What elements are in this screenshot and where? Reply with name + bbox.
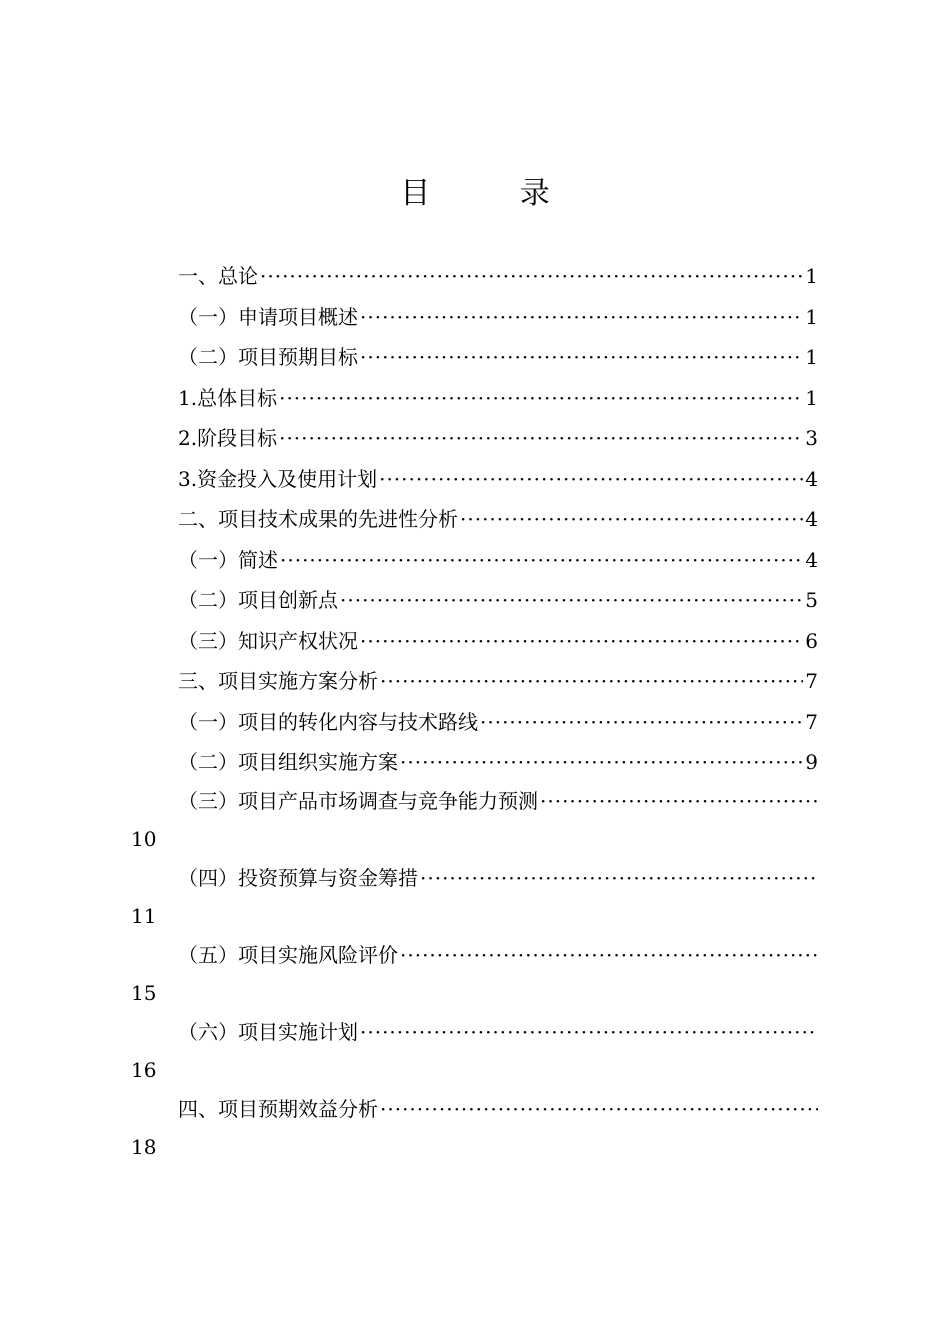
toc-page-number: 7 [805,709,818,734]
toc-entry-label: 三、项目实施方案分析 [178,669,378,693]
toc-entry[interactable] [0,1014,950,1091]
toc-entry-line [178,742,818,783]
toc-leader-dots [379,459,803,500]
toc-entry-label: 四、项目预期效益分析 [178,1096,378,1121]
toc-entry[interactable] [0,860,950,937]
toc-entry-label: （一）申请项目概述 [178,304,358,329]
toc-entry-line [178,378,818,419]
toc-entry-label: 二、项目技术成果的先进性分析 [178,507,458,531]
document-title: 目 录 [400,176,590,211]
toc-page-number: 6 [805,628,818,653]
toc-entry-label: （六）项目实施计划 [178,1019,358,1044]
toc-leader-dots [380,661,803,702]
toc-entry-label: （四）投资预算与资金筹措 [178,865,418,890]
toc-leader-dots [360,1014,818,1050]
toc-entry-line [178,256,818,297]
toc-entry[interactable] [0,783,950,860]
toc-leader-dots [340,580,803,621]
toc-entry-label: （三）知识产权状况 [178,628,358,653]
table-of-contents [0,256,950,1168]
toc-page-number: 1 [805,304,818,329]
toc-entry-label: （三）项目产品市场调查与竞争能力预测 [178,788,538,813]
toc-page-number: 1 [805,345,818,369]
toc-leader-dots [279,418,803,459]
toc-page-number: 4 [805,547,818,572]
toc-leader-dots [420,860,818,896]
toc-entry[interactable] [0,580,950,621]
toc-entry-line [178,783,818,819]
toc-page-number: 11 [131,903,157,928]
toc-entry-line [178,1091,818,1127]
toc-entry-label: （二）项目组织实施方案 [178,750,398,774]
toc-entry-line [178,580,818,621]
toc-entry-label: 3.资金投入及使用计划 [178,466,378,491]
toc-leader-dots [400,937,818,973]
toc-entry[interactable] [0,499,950,540]
toc-entry-label: （一）简述 [178,547,278,572]
toc-entry[interactable] [0,937,950,1014]
toc-page-number: 4 [805,507,818,531]
toc-leader-dots [360,621,803,662]
toc-leader-dots [360,297,803,338]
toc-page-number: 3 [805,426,818,450]
toc-entry[interactable] [0,661,950,702]
toc-entry[interactable] [0,1091,950,1168]
toc-leader-dots [360,337,803,378]
toc-entry-line [178,540,818,581]
toc-entry[interactable] [0,337,950,378]
toc-entry[interactable] [0,621,950,662]
toc-entry-line [178,702,818,743]
toc-page-number: 18 [131,1134,157,1159]
toc-entry[interactable] [0,256,950,297]
toc-entry-line [178,337,818,378]
toc-page-number: 1 [805,385,818,410]
toc-entry[interactable] [0,459,950,500]
toc-entry[interactable] [0,742,950,783]
toc-leader-dots [279,378,803,419]
toc-page-number: 16 [131,1057,157,1082]
toc-entry[interactable] [0,540,950,581]
toc-entry[interactable] [0,378,950,419]
toc-page-number: 5 [805,588,818,612]
toc-entry-label: 2.阶段目标 [178,426,278,450]
toc-leader-dots [400,742,803,783]
toc-leader-dots [260,256,803,297]
toc-entry[interactable] [0,702,950,743]
toc-entry-label: （二）项目创新点 [178,588,338,612]
toc-page-number: 10 [131,826,157,851]
toc-leader-dots [380,1091,818,1127]
toc-page-number: 9 [805,750,818,774]
toc-entry-line [178,418,818,459]
toc-entry-line [178,621,818,662]
toc-entry-line [178,860,818,896]
toc-leader-dots [280,540,803,581]
toc-entry-line [178,459,818,500]
toc-entry-label: （一）项目的转化内容与技术路线 [178,709,478,734]
toc-entry-line [178,937,818,973]
toc-entry-label: （五）项目实施风险评价 [178,942,398,967]
toc-entry-label: 一、总论 [178,264,258,288]
toc-entry[interactable] [0,297,950,338]
toc-entry-line [178,661,818,702]
toc-entry-label: 1.总体目标 [178,385,278,410]
toc-entry[interactable] [0,418,950,459]
toc-entry-line [178,499,818,540]
toc-page-number: 15 [131,980,157,1005]
toc-page-number: 1 [805,264,818,288]
toc-leader-dots [460,499,803,540]
toc-leader-dots [480,702,803,743]
toc-page-number: 4 [805,466,818,491]
toc-leader-dots [540,783,818,819]
toc-entry-line [178,1014,818,1050]
toc-page-number: 7 [805,669,818,693]
toc-entry-label: （二）项目预期目标 [178,345,358,369]
toc-entry-line [178,297,818,338]
